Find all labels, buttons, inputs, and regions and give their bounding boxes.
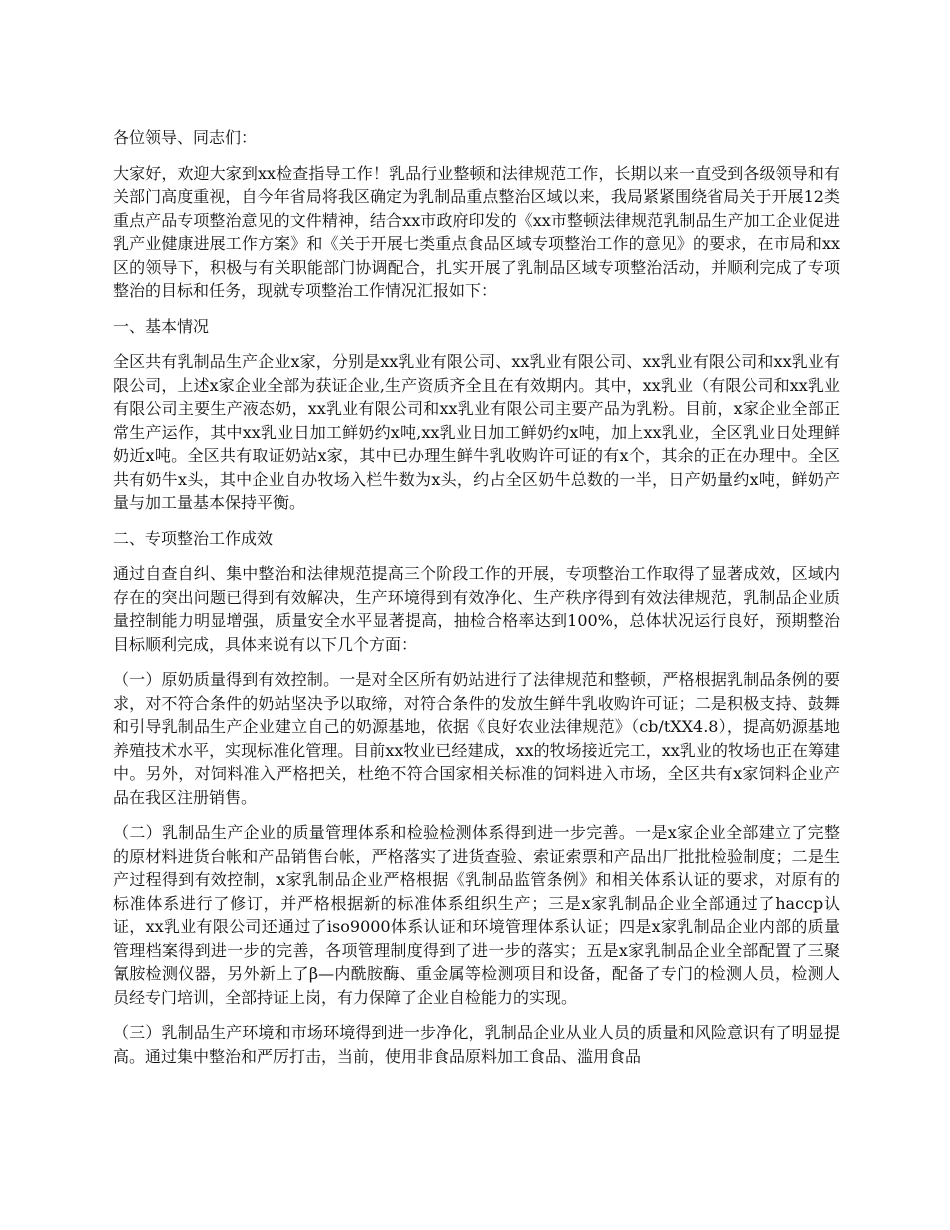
- item-1-paragraph: （一）原奶质量得到有效控制。一是对全区所有奶站进行了法律规范和整顿，严格根据乳制品条例的要求，对不符合条件的奶站坚决予以取缔，对符合条件的发放生鲜牛乳收购许可证；二是积极支持、鼓舞和引导乳制品生产企业建立自己的奶源基地，依据《良好农业法律规范》（cb/tXX4.8），提高奶源基地养殖技术水平，实现标准化管理。目前xx牧业已经建成，xx的牧场接近完工，xx乳业的牧场也正在筹建中。另外，对饲料准入严格把关，杜绝不符合国家相关标准的饲料进入市场，全区共有x家饲料企业产品在我区注册销售。: [113, 670, 840, 807]
- results-paragraph: 通过自查自纠、集中整治和法律规范提高三个阶段工作的开展，专项整治工作取得了显著成效，区域内存在的突出问题已得到有效解决，生产环境得到有效净化、生产秩序得到有效法律规范，乳制品企业质量控制能力明显增强，质量安全水平显著提高，抽检合格率达到100%，总体状况运行良好，预期整治目标顺利完成，具体来说有以下几个方面：: [113, 564, 840, 654]
- section-heading-basic: 一、基本情况: [113, 316, 210, 336]
- intro-paragraph: 大家好，欢迎大家到xx检查指导工作！乳品行业整顿和法律规范工作，长期以来一直受到各级领导和有关部门高度重视，自今年省局将我区确定为乳制品重点整治区域以来，我局紧紧围绕省局关于开展12类重点产品专项整治意见的文件精神，结合xx市政府印发的《xx市整顿法律规范乳制品生产加工企业促进乳产业健康进展工作方案》和《关于开展七类重点食品区域专项整治工作的意见》的要求，在市局和xx区的领导下，积极与有关职能部门协调配合，扎实开展了乳制品区域专项整治活动，并顺利完成了专项整治的目标和任务，现就专项整治工作情况汇报如下：: [113, 163, 840, 300]
- item-2-paragraph: （二）乳制品生产企业的质量管理体系和检验检测体系得到进一步完善。一是x家企业全部建立了完整的原材料进货台帐和产品销售台帐，严格落实了进货查验、索证索票和产品出厂批批检验制度；二是生产过程得到有效控制，x家乳制品企业严格根据《乳制品监管条例》和相关体系认证的要求，对原有的标准体系进行了修订，并严格根据新的标准体系组织生产；三是x家乳制品企业全部通过了haccp认证，xx乳业有限公司还通过了iso9000体系认证和环境管理体系认证；四是x家乳制品企业内部的质量管理档案得到进一步的完善，各项管理制度得到了进一步的落实；五是x家乳制品企业全部配置了三聚氰胺检测仪器，另外新上了β—内酰胺酶、重金属等检测项目和设备，配备了专门的检测人员，检测人员经专门培训，全部持证上岗，有力保障了企业自检能力的实现。: [113, 823, 840, 1007]
- section-heading-results: 二、专项整治工作成效: [113, 528, 274, 548]
- document-page: [113, 126, 840, 1080]
- item-3-paragraph: （三）乳制品生产环境和市场环境得到进一步净化，乳制品企业从业人员的质量和风险意识有了明显提高。通过集中整治和严厉打击，当前，使用非食品原料加工食品、滥用食品: [113, 1023, 840, 1066]
- basic-situation-paragraph: 全区共有乳制品生产企业x家，分别是xx乳业有限公司、xx乳业有限公司、xx乳业有限公司和xx乳业有限公司，上述x家企业全部为获证企业,生产资质齐全且在有效期内。其中，xx乳业（有限公司和xx乳业有限公司主要生产液态奶，xx乳业有限公司和xx乳业有限公司主要产品为乳粉。目前，x家企业全部正常生产运作，其中xx乳业日加工鲜奶约x吨,xx乳业日加工鲜奶约x吨，加上xx乳业，全区乳业日处理鲜奶近x吨。全区共有取证奶站x家，其中已办理生鲜牛乳收购许可证的有x个，其余的正在办理中。全区共有奶牛x头，其中企业自办牧场入栏牛数为x头，约占全区奶牛总数的一半，日产奶量约x吨，鲜奶产量与加工量基本保持平衡。: [113, 352, 840, 512]
- greeting-paragraph: 各位领导、同志们：: [113, 128, 258, 147]
